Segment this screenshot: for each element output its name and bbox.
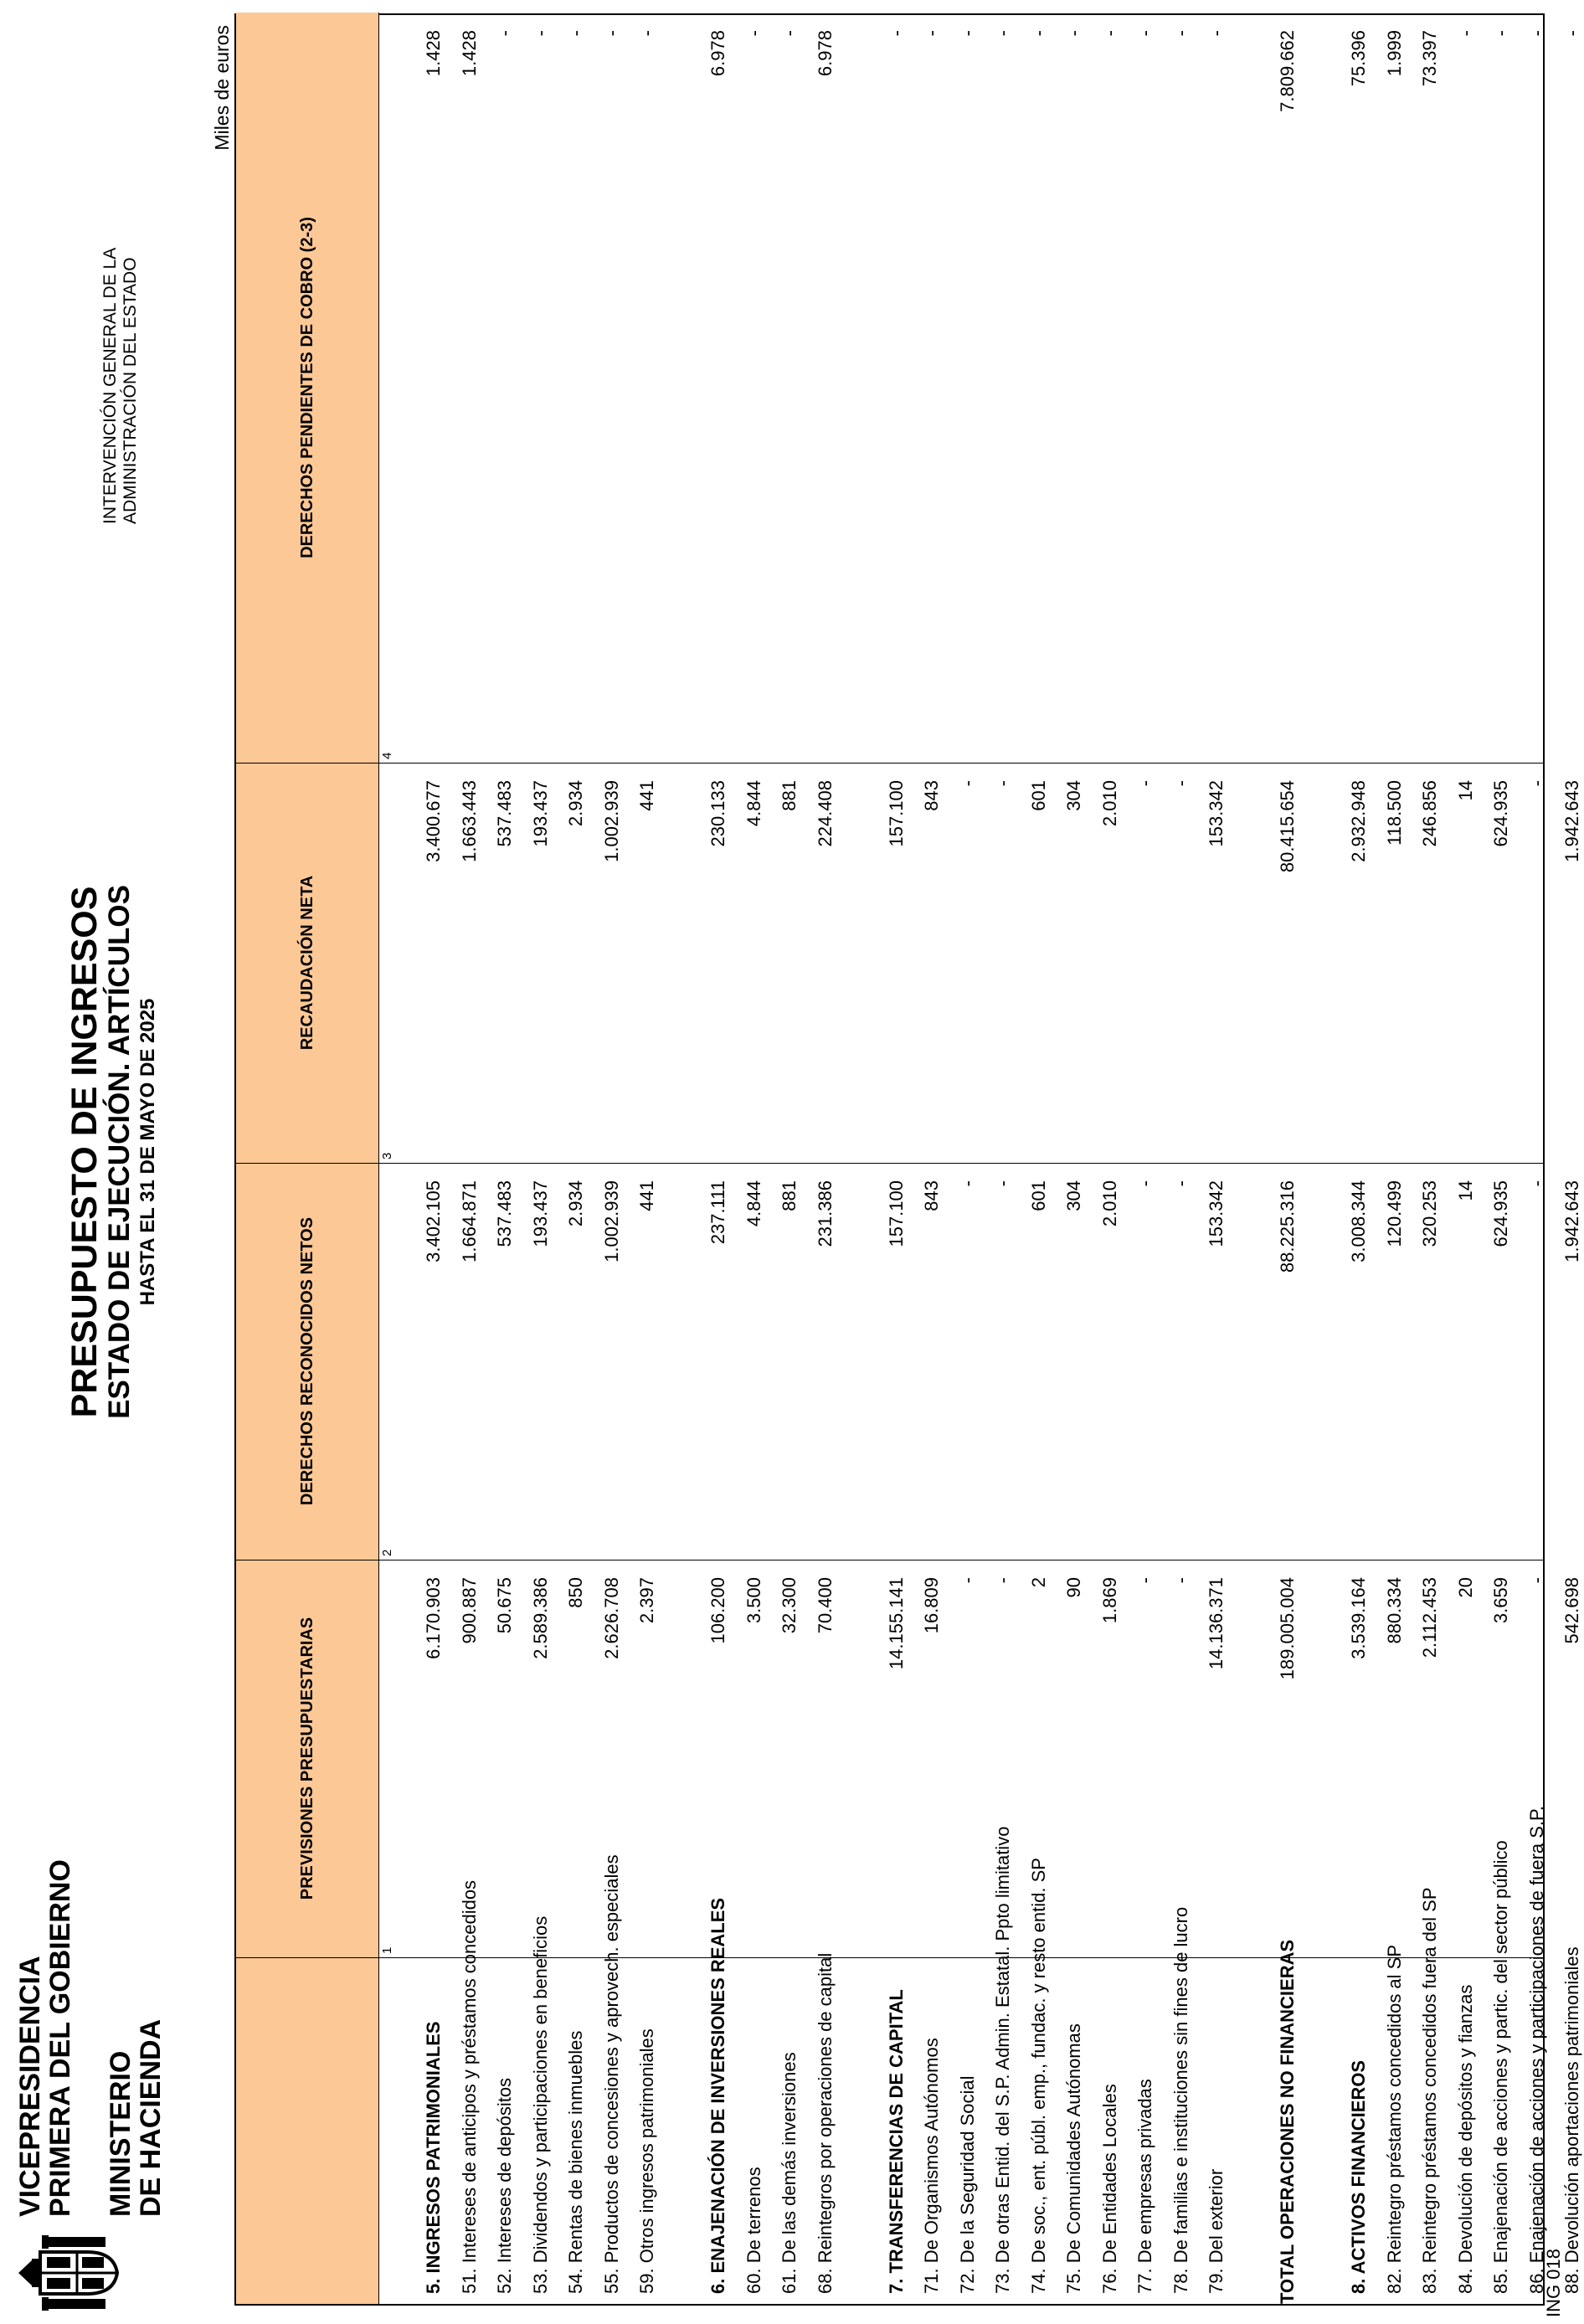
cell-value: 441	[636, 1180, 657, 1211]
cell-value: 6.170.903	[423, 1577, 444, 1659]
row-label: 55. Productos de concesiones y aprovech. especiales	[600, 1854, 622, 2294]
column-number: 2	[380, 1549, 394, 1556]
government-name	[15, 1859, 75, 2217]
igae-line1: INTERVENCIÓN GENERAL DE LA	[100, 247, 120, 524]
cell-value: 157.100	[885, 780, 907, 847]
cell-value: 537.483	[494, 780, 515, 847]
cell-value: 2.626.708	[600, 1577, 622, 1659]
cell-value: -	[743, 30, 764, 37]
row-label: 54. Rentas de bienes inmuebles	[565, 2030, 586, 2294]
cell-value: -	[1134, 1180, 1155, 1187]
cell-value: 3.008.344	[1348, 1180, 1369, 1262]
table-row	[814, 15, 837, 2304]
cell-value: -	[956, 1180, 978, 1187]
cell-value: -	[1525, 780, 1547, 787]
cell-value: -	[600, 30, 622, 37]
cell-value: 7.809.662	[1277, 30, 1298, 112]
cell-value: 120.499	[1383, 1180, 1405, 1247]
cell-value: 3.539.164	[1348, 1577, 1369, 1659]
cell-value: 75.396	[1348, 30, 1369, 87]
cell-value: -	[956, 1577, 978, 1584]
table-row	[635, 15, 659, 2304]
cell-value: 14.136.371	[1206, 1577, 1227, 1670]
cell-value: -	[885, 30, 907, 37]
table-row	[1170, 15, 1193, 2304]
cell-value: -	[494, 30, 515, 37]
table-row	[991, 15, 1015, 2304]
cell-value: 843	[921, 1180, 942, 1211]
cell-value: 2.589.386	[529, 1577, 551, 1659]
cell-value: 881	[779, 780, 800, 811]
cell-value: 601	[1027, 1180, 1049, 1211]
cell-value: -	[1525, 1180, 1547, 1187]
cell-value: 189.005.004	[1277, 1577, 1298, 1680]
row-label: 86. Enajenación de acciones y participaciones de fuera S.P.	[1525, 1806, 1547, 2294]
cell-value: 230.133	[707, 780, 728, 847]
row-label: 60. De terrenos	[743, 2167, 764, 2294]
cell-value: 14.155.141	[885, 1577, 907, 1670]
row-label: 59. Otros ingresos patrimoniales	[636, 2028, 657, 2294]
table-row	[956, 15, 980, 2304]
cell-value: 246.856	[1419, 780, 1440, 847]
row-label: 85. Enajenación de acciones y partic. del sector público	[1490, 1840, 1511, 2294]
cell-value: 1.664.871	[458, 1180, 480, 1262]
cell-value: -	[956, 780, 978, 787]
cell-value: -	[1170, 1577, 1191, 1584]
cell-value: 14	[1454, 780, 1476, 801]
units-label: Miles de euros	[211, 25, 233, 151]
total-row	[1276, 15, 1299, 2304]
cell-value: -	[565, 30, 586, 37]
column-header	[236, 1560, 379, 1957]
cell-value: 2.397	[636, 1577, 657, 1624]
cell-value: -	[992, 780, 1013, 787]
cell-value: -	[1525, 30, 1547, 37]
column-header	[236, 13, 379, 763]
table-row	[1134, 15, 1157, 2304]
cell-value: 88.225.316	[1277, 1180, 1298, 1273]
igae-line2: ADMINISTRACIÓN DEL ESTADO	[121, 257, 140, 524]
table-row	[1098, 15, 1122, 2304]
row-label: 83. Reintegro préstamos concedidos fuera del SP	[1419, 1887, 1440, 2294]
cell-value: 157.100	[885, 1180, 907, 1247]
cell-value: 1.999	[1383, 30, 1405, 77]
group-row	[422, 15, 445, 2304]
cell-value: -	[636, 30, 657, 37]
cell-value: 1.428	[458, 30, 480, 77]
group-row	[885, 15, 908, 2304]
ministry-name	[105, 2019, 166, 2217]
column-number: 4	[380, 752, 394, 759]
column-number: 1	[380, 1946, 394, 1954]
form-code: ING 018	[1543, 2249, 1564, 2317]
row-label: 68. Reintegros por operaciones de capital	[814, 1952, 836, 2294]
table-row	[1027, 15, 1051, 2304]
government-line: PRIMERA DEL GOBIERNO	[44, 1859, 76, 2217]
report-title: PRESUPUESTO DE INGRESOS	[64, 886, 105, 1418]
cell-value: 2.934	[565, 780, 586, 827]
cell-value: -	[1206, 30, 1227, 37]
cell-value: 3.400.677	[423, 780, 444, 862]
table-row	[600, 15, 624, 2304]
cell-value: 1.663.443	[458, 780, 480, 862]
table-row	[1062, 15, 1086, 2304]
row-label: 5. INGRESOS PATRIMONIALES	[423, 2021, 444, 2294]
ministry-line2: DE HACIENDA	[135, 2018, 167, 2217]
cell-value: 20	[1454, 1577, 1476, 1598]
row-label: 75. De Comunidades Autónomas	[1063, 2023, 1084, 2294]
cell-value: -	[1134, 780, 1155, 787]
cell-value: 2.932.948	[1348, 780, 1369, 862]
table-row	[1205, 15, 1228, 2304]
row-label: 78. De familias e instituciones sin fines de lucro	[1170, 1906, 1191, 2294]
group-row	[707, 15, 730, 2304]
cell-value: 1.428	[423, 30, 444, 77]
cell-value: 153.342	[1206, 780, 1227, 847]
table-row	[1525, 15, 1549, 2304]
cell-value: 881	[779, 1180, 800, 1211]
cell-value: 32.300	[779, 1577, 800, 1634]
cell-value: 304	[1063, 1180, 1084, 1211]
cell-value: 1.002.939	[600, 780, 622, 862]
cell-value: 2.112.453	[1419, 1577, 1440, 1658]
row-label: 8. ACTIVOS FINANCIEROS	[1348, 2059, 1369, 2294]
cell-value: 320.253	[1419, 1180, 1440, 1247]
cell-value: -	[1027, 30, 1049, 37]
cell-value: 2.934	[565, 1180, 586, 1227]
cell-value: 880.334	[1383, 1577, 1405, 1644]
column-header	[236, 763, 379, 1163]
cell-value: 1.942.643	[1561, 780, 1582, 862]
row-label: 84. Devolución de depósitos y fianzas	[1454, 1984, 1476, 2294]
cell-value: 624.935	[1490, 780, 1511, 847]
cell-value: 1.869	[1098, 1577, 1120, 1624]
table-row	[1454, 15, 1478, 2304]
cell-value: -	[1170, 30, 1191, 37]
cell-value: 542.698	[1561, 1577, 1582, 1644]
cell-value: 6.978	[814, 30, 836, 77]
cell-value: 2.010	[1098, 780, 1120, 827]
cell-value: 4.844	[743, 1180, 764, 1227]
column-header-label: DERECHOS RECONOCIDOS NETOS	[298, 1216, 316, 1506]
row-label: 52. Intereses de depósitos	[494, 2077, 515, 2294]
row-label: 77. De empresas privadas	[1134, 2079, 1155, 2294]
cell-value: -	[1490, 30, 1511, 37]
cell-value: 231.386	[814, 1180, 836, 1247]
cell-value: 70.400	[814, 1577, 836, 1634]
column-header-label: RECAUDACIÓN NETA	[298, 875, 316, 1051]
cell-value: 3.500	[743, 1577, 764, 1624]
table-row	[1383, 15, 1407, 2304]
cell-value: 3.402.105	[423, 1180, 444, 1262]
row-label: 79. Del exterior	[1206, 2168, 1227, 2294]
cell-value: 80.415.654	[1277, 780, 1298, 873]
cell-value: 1.942.643	[1561, 1180, 1582, 1262]
cell-value: 106.200	[707, 1577, 728, 1644]
row-label: 72. De la Seguridad Social	[956, 2075, 978, 2294]
cell-value: 90	[1063, 1577, 1084, 1598]
cell-value: -	[1063, 30, 1084, 37]
vicepresidency-line: VICEPRESIDENCIA	[14, 1956, 46, 2217]
report-heading	[65, 885, 161, 1419]
cell-value: 537.483	[494, 1180, 515, 1247]
row-label: 51. Intereses de anticipos y préstamos concedidos	[458, 1879, 480, 2294]
row-label: 73. De otras Entid. del S.P. Admin. Estatal. Ppto limitativo	[992, 1826, 1013, 2294]
cell-value: -	[1098, 30, 1120, 37]
table-row	[920, 15, 944, 2304]
row-label: 61. De las demás inversiones	[779, 2052, 800, 2294]
cell-value: 118.500	[1383, 780, 1405, 846]
row-label: 71. De Organismos Autónomos	[921, 2038, 942, 2294]
cell-value: -	[1134, 30, 1155, 37]
row-label: 82. Reintegro préstamos concedidos al SP	[1383, 1944, 1405, 2294]
column-header	[236, 1163, 379, 1560]
cell-value: -	[992, 1180, 1013, 1187]
row-label: 6. ENAJENACIÓN DE INVERSIONES REALES	[707, 1897, 728, 2294]
table-row	[1489, 15, 1513, 2304]
cell-value: 224.408	[814, 780, 836, 847]
cell-value: -	[992, 30, 1013, 37]
cell-value: 153.342	[1206, 1180, 1227, 1247]
row-label: TOTAL OPERACIONES NO FINANCIERAS	[1277, 1939, 1298, 2304]
cell-value: 50.675	[494, 1577, 515, 1634]
cell-value: -	[1454, 30, 1476, 37]
cell-value: 1.002.939	[600, 1180, 622, 1262]
cell-value: 193.437	[529, 1180, 551, 1247]
cell-value: 304	[1063, 780, 1084, 811]
cell-value: 2.010	[1098, 1180, 1120, 1227]
row-label: 53. Dividendos y participaciones en beneficios	[529, 1915, 551, 2294]
column-header-label: DERECHOS PENDIENTES DE COBRO (2-3)	[298, 217, 316, 558]
table-row	[743, 15, 766, 2304]
cell-value: 850	[565, 1577, 586, 1608]
cell-value: 601	[1027, 780, 1049, 811]
cell-value: 4.844	[743, 780, 764, 827]
cell-value: 6.978	[707, 30, 728, 77]
table-row	[564, 15, 588, 2304]
column-header-label: PREVISIONES PRESUPUESTARIAS	[298, 1617, 316, 1900]
cell-value: 14	[1454, 1180, 1476, 1201]
table-row	[493, 15, 517, 2304]
cell-value: 73.397	[1419, 30, 1440, 87]
coat-of-arms-icon	[13, 2235, 122, 2311]
ministry-line1: MINISTERIO	[105, 2050, 136, 2217]
cell-value: -	[1561, 30, 1582, 37]
cell-value: -	[1170, 780, 1191, 787]
cell-value: -	[992, 1577, 1013, 1584]
cell-value: 900.887	[458, 1577, 480, 1644]
cell-value: -	[1525, 1577, 1547, 1584]
table-row	[529, 15, 553, 2304]
cell-value: 237.111	[707, 1180, 728, 1245]
cell-value: 16.809	[921, 1577, 942, 1634]
cell-value: 2	[1027, 1577, 1049, 1588]
igae-label	[100, 248, 141, 524]
table-row	[778, 15, 801, 2304]
cell-value: 843	[921, 780, 942, 811]
row-label: 76. De Entidades Locales	[1098, 2084, 1120, 2294]
column-header	[236, 1958, 379, 2304]
group-row	[1347, 15, 1371, 2304]
cell-value: 3.659	[1490, 1577, 1511, 1624]
table-row	[458, 15, 481, 2304]
cell-value: 193.437	[529, 780, 551, 847]
row-label: 7. TRANSFERENCIAS DE CAPITAL	[885, 1989, 907, 2294]
cell-value: -	[529, 30, 551, 37]
table-row	[1418, 15, 1442, 2304]
cell-value: -	[956, 30, 978, 37]
report-period: HASTA EL 31 DE MAYO DE 2025	[136, 998, 159, 1306]
table-row	[1561, 15, 1584, 2304]
cell-value: 624.935	[1490, 1180, 1511, 1247]
cell-value: -	[921, 30, 942, 37]
cell-value: 441	[636, 780, 657, 811]
cell-value: -	[1170, 1180, 1191, 1187]
row-label: 88. Devolución aportaciones patrimoniales	[1561, 1946, 1582, 2294]
report-subtitle: ESTADO DE EJECUCIÓN. ARTÍCULOS	[103, 885, 136, 1419]
cell-value: -	[1134, 1577, 1155, 1584]
cell-value: -	[779, 30, 800, 37]
column-number: 3	[380, 1152, 394, 1159]
row-label: 74. De soc., ent. públ. emp., fundac. y resto entid. SP	[1027, 1858, 1049, 2294]
